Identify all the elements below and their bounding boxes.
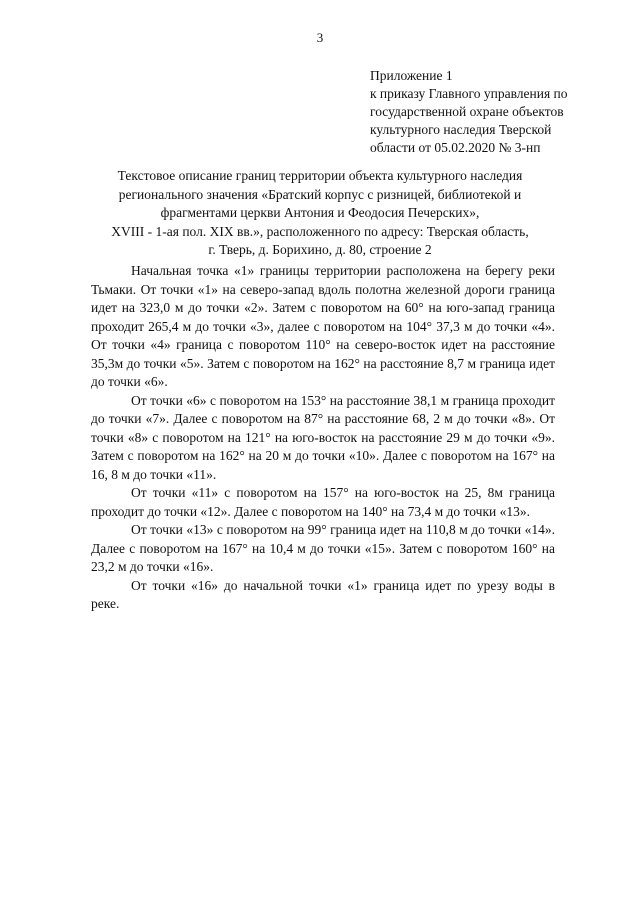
paragraph: Начальная точка «1» границы территории расположена на берегу реки Тьмаки. От точки «1» на северо-запад вдоль полотна железной дороги граница идет на 323,0 м до точки «2». Затем с поворотом на 60° на юго-запад граница проходит 265,4 м до точки «3», далее с поворотом на 104° 37,3 м до точки «4». От точки «4» граница с поворотом 110° на северо-восток идет на расстояние 35,3м до точки «5». Затем с поворотом на 162° на расстояние 8,7 м граница идет до точки «6». — [91, 263, 555, 389]
title-line: регионального значения «Братский корпус с ризницей, библиотекой и — [118, 186, 522, 202]
appendix-line: культурного наследия Тверской — [370, 122, 552, 137]
paragraph: От точки «6» с поворотом на 153° на расстояние 38,1 м граница проходит до точки «7». Далее с поворотом на 87° на расстояние 68, 2 м до точки «8». От точки «8» с поворотом на 121° на юго-восток на расстояние 29 м до точки «9». Затем с поворотом на 162° на 20 м до точки «10». Далее с поворотом на 167° на 16, 8 м до точки «11». — [91, 392, 555, 482]
title-line: XVIII - 1-ая пол. XIX вв.», расположенного по адресу: Тверская область, — [111, 223, 529, 239]
boundary-description — [91, 262, 555, 614]
paragraph: От точки «13» с поворотом на 99° граница идет на 110,8 м до точки «14». Далее с поворотом на 167° на 10,4 м до точки «15». Затем с поворотом 160° на 23,2 м до точки «16». — [91, 522, 555, 574]
appendix-header — [370, 67, 610, 157]
appendix-line: к приказу Главного управления по — [370, 86, 568, 101]
paragraph: От точки «11» с поворотом на 157° на юго-восток на 25, 8м граница проходит до точки «12». Далее с поворотом на 140° на 73,4 м до точки «13». — [91, 485, 555, 519]
document-title — [80, 167, 560, 260]
title-line: г. Тверь, д. Борихино, д. 80, строение 2 — [208, 242, 432, 257]
page-number: 3 — [316, 30, 324, 45]
title-line: Текстовое описание границ территории объекта культурного наследия — [117, 168, 523, 183]
appendix-line: области от 05.02.2020 № 3-нп — [370, 140, 541, 155]
title-line: фрагментами церкви Антония и Феодосия Печерских», — [160, 205, 480, 220]
appendix-line: Приложение 1 — [370, 68, 453, 83]
appendix-line: государственной охране объектов — [370, 104, 564, 119]
paragraph: От точки «16» до начальной точки «1» граница идет по урезу воды в реке. — [91, 577, 555, 611]
